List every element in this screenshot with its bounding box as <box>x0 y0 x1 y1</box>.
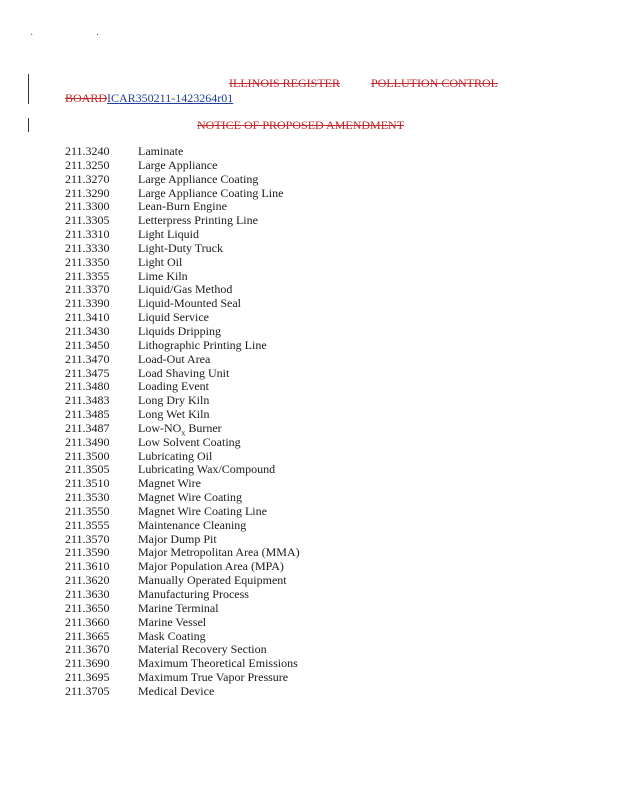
defined-term: Liquid-Mounted Seal <box>138 296 241 311</box>
section-number: 211.3475 <box>65 365 110 380</box>
section-number: 211.3510 <box>65 476 110 491</box>
definition-row <box>65 588 545 602</box>
defined-term: Light-Duty Truck <box>138 240 224 255</box>
definition-row <box>65 228 545 242</box>
header-notice-title: NOTICE OF PROPOSED AMENDMENT <box>197 118 405 132</box>
definition-row <box>65 214 545 228</box>
defined-term: Maximum Theoretical Emissions <box>138 656 298 671</box>
defined-term: Lean-Burn Engine <box>138 199 227 214</box>
header-agency-name-cont: BOARD <box>65 91 108 105</box>
definition-row <box>65 353 545 367</box>
definition-row <box>65 145 545 159</box>
definition-row <box>65 602 545 616</box>
definition-row <box>65 505 545 519</box>
section-number: 211.3665 <box>65 628 110 643</box>
section-number: 211.3660 <box>65 614 110 629</box>
definition-row <box>65 408 545 422</box>
defined-term: Maintenance Cleaning <box>138 517 247 532</box>
change-bar-header <box>28 74 29 104</box>
defined-term-main: Low-NO <box>138 420 182 435</box>
definition-row <box>65 463 545 477</box>
scan-specks: · · <box>30 30 130 41</box>
defined-term: Long Wet Kiln <box>138 407 210 422</box>
section-number: 211.3350 <box>65 254 110 269</box>
defined-term: Long Dry Kiln <box>138 393 210 408</box>
defined-term: Large Appliance <box>138 157 218 172</box>
section-number: 211.3490 <box>65 434 110 449</box>
definition-row <box>65 533 545 547</box>
section-number: 211.3290 <box>65 185 110 200</box>
definition-row <box>65 159 545 173</box>
defined-term: Medical Device <box>138 683 215 698</box>
defined-term: Marine Terminal <box>138 600 219 615</box>
definition-row <box>65 380 545 394</box>
section-number: 211.3330 <box>65 240 110 255</box>
definition-row <box>65 311 545 325</box>
header-line-two <box>65 91 233 105</box>
defined-term: Liquid/Gas Method <box>138 282 233 297</box>
definition-row <box>65 339 545 353</box>
section-number: 211.3355 <box>65 268 110 283</box>
section-number: 211.3650 <box>65 600 110 615</box>
defined-term: Material Recovery Section <box>138 642 267 657</box>
section-number: 211.3485 <box>65 407 110 422</box>
section-number: 211.3487 <box>65 420 110 435</box>
defined-term: Major Metropolitan Area (MMA) <box>138 545 300 560</box>
section-number: 211.3620 <box>65 573 110 588</box>
section-number: 211.3670 <box>65 642 110 657</box>
defined-term: Mask Coating <box>138 628 206 643</box>
definition-row <box>65 242 545 256</box>
defined-term: Lime Kiln <box>138 268 188 283</box>
section-number: 211.3500 <box>65 448 110 463</box>
defined-term: Load Shaving Unit <box>138 365 230 380</box>
section-number: 211.3310 <box>65 227 110 242</box>
defined-term: Liquid Service <box>138 310 209 325</box>
change-bar-notice <box>28 118 29 132</box>
defined-term: Marine Vessel <box>138 614 207 629</box>
definition-row <box>65 671 545 685</box>
defined-term: Large Appliance Coating Line <box>138 185 284 200</box>
section-number: 211.3430 <box>65 323 110 338</box>
defined-term: Laminate <box>138 144 184 158</box>
section-number: 211.3270 <box>65 171 110 186</box>
header-register-title: ILLINOIS REGISTER <box>229 76 340 90</box>
definition-row <box>65 325 545 339</box>
definition-row <box>65 685 545 699</box>
definition-row <box>65 477 545 491</box>
defined-term-tail: Burner <box>185 420 222 435</box>
definition-row <box>65 270 545 284</box>
defined-term: Light Liquid <box>138 227 199 242</box>
definition-row <box>65 616 545 630</box>
definition-row <box>65 422 545 436</box>
section-number: 211.3450 <box>65 337 110 352</box>
section-number: 211.3530 <box>65 490 110 505</box>
definition-row <box>65 297 545 311</box>
defined-term <box>138 422 545 436</box>
definition-row <box>65 519 545 533</box>
section-number: 211.3470 <box>65 351 110 366</box>
section-number: 211.3630 <box>65 587 110 601</box>
section-number: 211.3690 <box>65 656 110 671</box>
defined-term: Manually Operated Equipment <box>138 573 287 588</box>
header-doc-code: ICAR350211-1423264r01 <box>107 91 234 105</box>
section-number: 211.3410 <box>65 310 110 325</box>
section-number: 211.3305 <box>65 213 110 228</box>
defined-term: Liquids Dripping <box>138 323 221 338</box>
definition-row <box>65 256 545 270</box>
definition-row <box>65 560 545 574</box>
defined-term: Lubricating Oil <box>138 448 213 463</box>
section-number: 211.3480 <box>65 379 110 394</box>
section-number: 211.3550 <box>65 503 110 518</box>
section-number: 211.3240 <box>65 144 110 158</box>
definition-row <box>65 394 545 408</box>
section-number: 211.3483 <box>65 393 110 408</box>
definition-row <box>65 450 545 464</box>
definition-row <box>65 574 545 588</box>
defined-term: Low Solvent Coating <box>138 434 241 449</box>
section-number: 211.3610 <box>65 559 110 574</box>
defined-term: Maximum True Vapor Pressure <box>138 670 289 685</box>
defined-term: Letterpress Printing Line <box>138 213 258 228</box>
definition-row <box>65 436 545 450</box>
defined-term: Major Dump Pit <box>138 531 217 546</box>
definition-row <box>65 630 545 644</box>
section-number: 211.3590 <box>65 545 110 560</box>
defined-term: Light Oil <box>138 254 183 269</box>
definition-row <box>65 283 545 297</box>
section-number: 211.3570 <box>65 531 110 546</box>
section-number: 211.3300 <box>65 199 110 214</box>
defined-term: Manufacturing Process <box>138 587 249 601</box>
defined-term: Loading Event <box>138 379 209 394</box>
section-number: 211.3505 <box>65 462 110 477</box>
definition-row <box>65 200 545 214</box>
defined-term: Large Appliance Coating <box>138 171 259 186</box>
definitions-list <box>65 145 545 699</box>
definition-row <box>65 173 545 187</box>
definition-row <box>65 643 545 657</box>
section-number: 211.3555 <box>65 517 110 532</box>
definition-row <box>65 367 545 381</box>
defined-term: Lithographic Printing Line <box>138 337 267 352</box>
defined-term: Lubricating Wax/Compound <box>138 462 276 477</box>
definition-row <box>65 657 545 671</box>
section-number: 211.3390 <box>65 296 110 311</box>
section-number: 211.3370 <box>65 282 110 297</box>
definition-row <box>65 187 545 201</box>
defined-term: Magnet Wire <box>138 476 201 491</box>
section-number: 211.3705 <box>65 683 110 698</box>
defined-term: Load-Out Area <box>138 351 211 366</box>
defined-term: Magnet Wire Coating <box>138 490 242 505</box>
section-number: 211.3695 <box>65 670 110 685</box>
definition-row <box>65 546 545 560</box>
defined-term: Major Population Area (MPA) <box>138 559 284 574</box>
defined-term: Magnet Wire Coating Line <box>138 503 267 518</box>
section-number: 211.3250 <box>65 157 110 172</box>
defined-term-subscript: x <box>181 428 186 438</box>
definition-row <box>65 491 545 505</box>
header-agency-name: POLLUTION CONTROL <box>371 76 498 90</box>
